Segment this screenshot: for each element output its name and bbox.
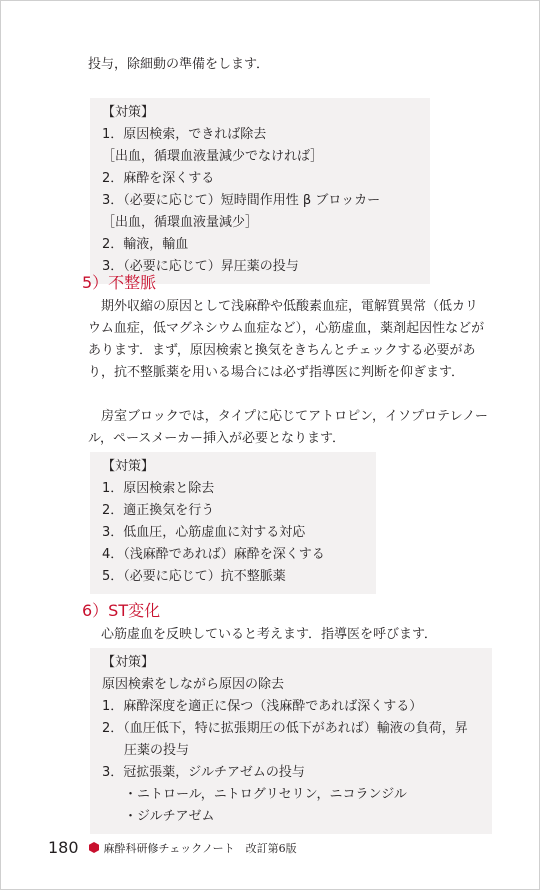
box-line: 1．原因検索と除去: [102, 481, 215, 496]
box-line: 2．（血圧低下，特に拡張期圧の低下があれば）輸液の負荷，昇: [102, 721, 468, 736]
box-line: 3．冠拡張薬，ジルチアゼムの投与: [102, 765, 305, 780]
arrhythmia-paragraph-1: 期外収縮の原因として浅麻酔や低酸素血症，電解質異常（低カリウム血症，低マグネシウム血症など），心筋虚血，薬剤起因性などがあります．まず，原因検索と換気をきちんとチェックする必要があり，抗不整脈薬を用いる場合には必ず指導医に判断を仰ぎます．: [88, 299, 485, 380]
box-line: 2．麻酔を深くする: [102, 171, 215, 186]
box-intro: 原因検索をしながら原因の除去: [102, 677, 285, 692]
box-line: 4．（浅麻酔であれば）麻酔を深くする: [102, 547, 325, 562]
box-line: 2．輸液，輸血: [102, 237, 189, 252]
countermeasure-box-3: [90, 648, 492, 834]
box-line: 3．（必要に応じて）昇圧薬の投与: [102, 259, 299, 274]
book-title: 麻酔科研修チェックノート 改訂第6版: [103, 841, 297, 855]
box-title: 【対策】: [102, 105, 155, 120]
box-line: 5．（必要に応じて）抗不整脈薬: [102, 569, 286, 584]
red-hexagon-icon: [89, 842, 99, 853]
countermeasure-box-2: [90, 452, 376, 594]
box-bullet: ・ニトロール，ニトログリセリン，ニコランジル: [124, 787, 407, 802]
box-line: 3．（必要に応じて）短時間作用性 β ブロッカー: [102, 193, 381, 208]
box-line-continued: 圧薬の投与: [124, 743, 190, 758]
countermeasure-box-1: [90, 98, 430, 284]
box-title: 【対策】: [102, 655, 155, 670]
box-condition: ［出血，循環血液量減少］: [102, 215, 259, 230]
st-change-paragraph: 心筋虚血を反映していると考えます．指導医を呼びます．: [101, 627, 437, 642]
box-line: 1．原因検索，できれば除去: [102, 127, 267, 142]
box-condition: ［出血，循環血液量減少でなければ］: [102, 149, 324, 164]
box-line: 2．適正換気を行う: [102, 503, 215, 518]
page-number: 180: [48, 838, 79, 857]
section-heading-st-change: 6）ST変化: [82, 601, 161, 620]
arrhythmia-paragraph-2: 房室ブロックでは，タイプに応じてアトロピン，イソプロテレノール，ペースメーカー挿入が必要となります．: [88, 409, 488, 446]
box-line: 3．低血圧，心筋虚血に対する対応: [102, 525, 306, 540]
section-heading-arrhythmia: 5）不整脈: [82, 273, 157, 292]
box-title: 【対策】: [102, 459, 155, 474]
box-line: 1．麻酔深度を適正に保つ（浅麻酔であれば深くする）: [102, 699, 423, 714]
page-footer: [48, 838, 297, 857]
box-bullet: ・ジルチアゼム: [124, 809, 215, 824]
intro-text: 投与，除細動の準備をします．: [88, 57, 269, 72]
